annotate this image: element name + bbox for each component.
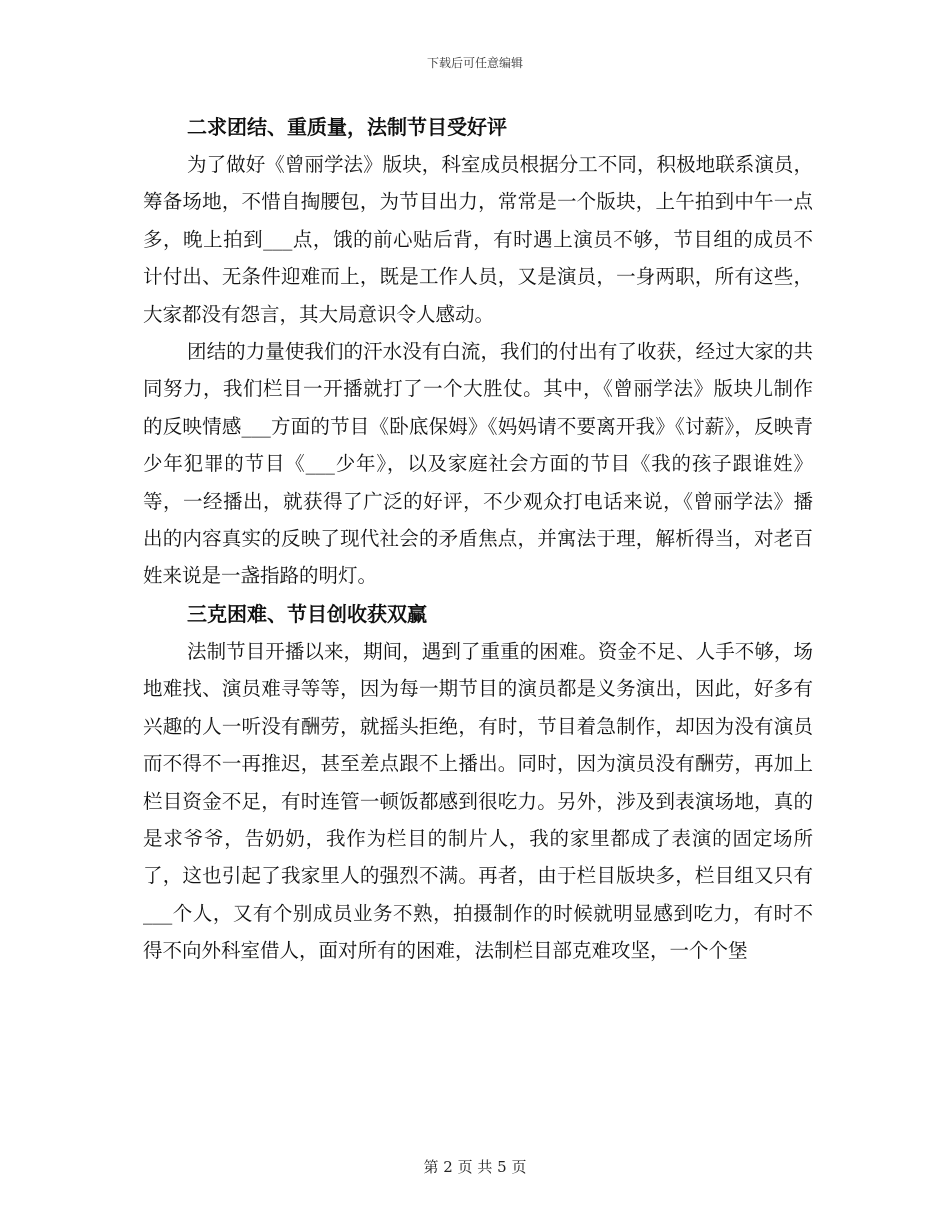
section-heading-difficulties: 三克困难、节目创收获双赢 xyxy=(187,601,427,626)
paragraph-difficulties-1: 法制节目开播以来，期间，遇到了重重的困难。资金不足、人手不够，场地难找、演员难寻等等，因为每一期节目的演员都是义务演出，因此，好多有兴趣的人一听没有酬劳，就摇头拒绝，有时，节目着急制作，却因为没有演员而不得不一再推迟，甚至差点跟不上播出。同时，因为演员没有酬劳，再加上栏目资金不足，有时连管一顿饭都感到很吃力。另外，涉及到表演场地，真的是求爷爷，告奶奶，我作为栏目的制片人，我的家里都成了表演的固定场所了，这也引起了我家里人的强烈不满。再者，由于栏目版块多，栏目组又只有___个人，又有个别成员业务不熟，拍摄制作的时候就明显感到吃力，有时不得不向外科室借人，面对所有的困难，法制栏目部克难攻坚，一个个堡 xyxy=(143,639,813,963)
section-heading-unity: 二求团结、重质量，法制节目受好评 xyxy=(187,115,507,139)
page-header: 下载后可任意编辑 xyxy=(426,56,523,70)
page-footer: 第 2 页 共 5 页 xyxy=(423,1158,527,1176)
document-body xyxy=(143,108,813,970)
paragraph-unity-2: 团结的力量使我们的汗水没有白流，我们的付出有了收获，经过大家的共同努力，我们栏目一开播就打了一个大胜仗。其中，《曾丽学法》版块儿制作的反映情感___方面的节目《卧底保姆》《妈妈请不要离开我》《讨薪》，反映青少年犯罪的节目《___少年》，以及家庭社会方面的节目《我的孩子跟谁姓》等，一经播出，就获得了广泛的好评，不少观众打电话来说，《曾丽学法》播出的内容真实的反映了现代社会的矛盾焦点，并寓法于理，解析得当，对老百姓来说是一盏指路的明灯。 xyxy=(143,340,813,588)
paragraph-unity-1: 为了做好《曾丽学法》版块，科室成员根据分工不同，积极地联系演员，筹备场地，不惜自掏腰包，为节目出力，常常是一个版块，上午拍到中午一点多，晚上拍到___点，饿的前心贴后背，有时遇上演员不够，节目组的成员不计付出、无条件迎难而上，既是工作人员，又是演员，一身两职，所有这些，大家都没有怨言，其大局意识令人感动。 xyxy=(143,153,813,326)
